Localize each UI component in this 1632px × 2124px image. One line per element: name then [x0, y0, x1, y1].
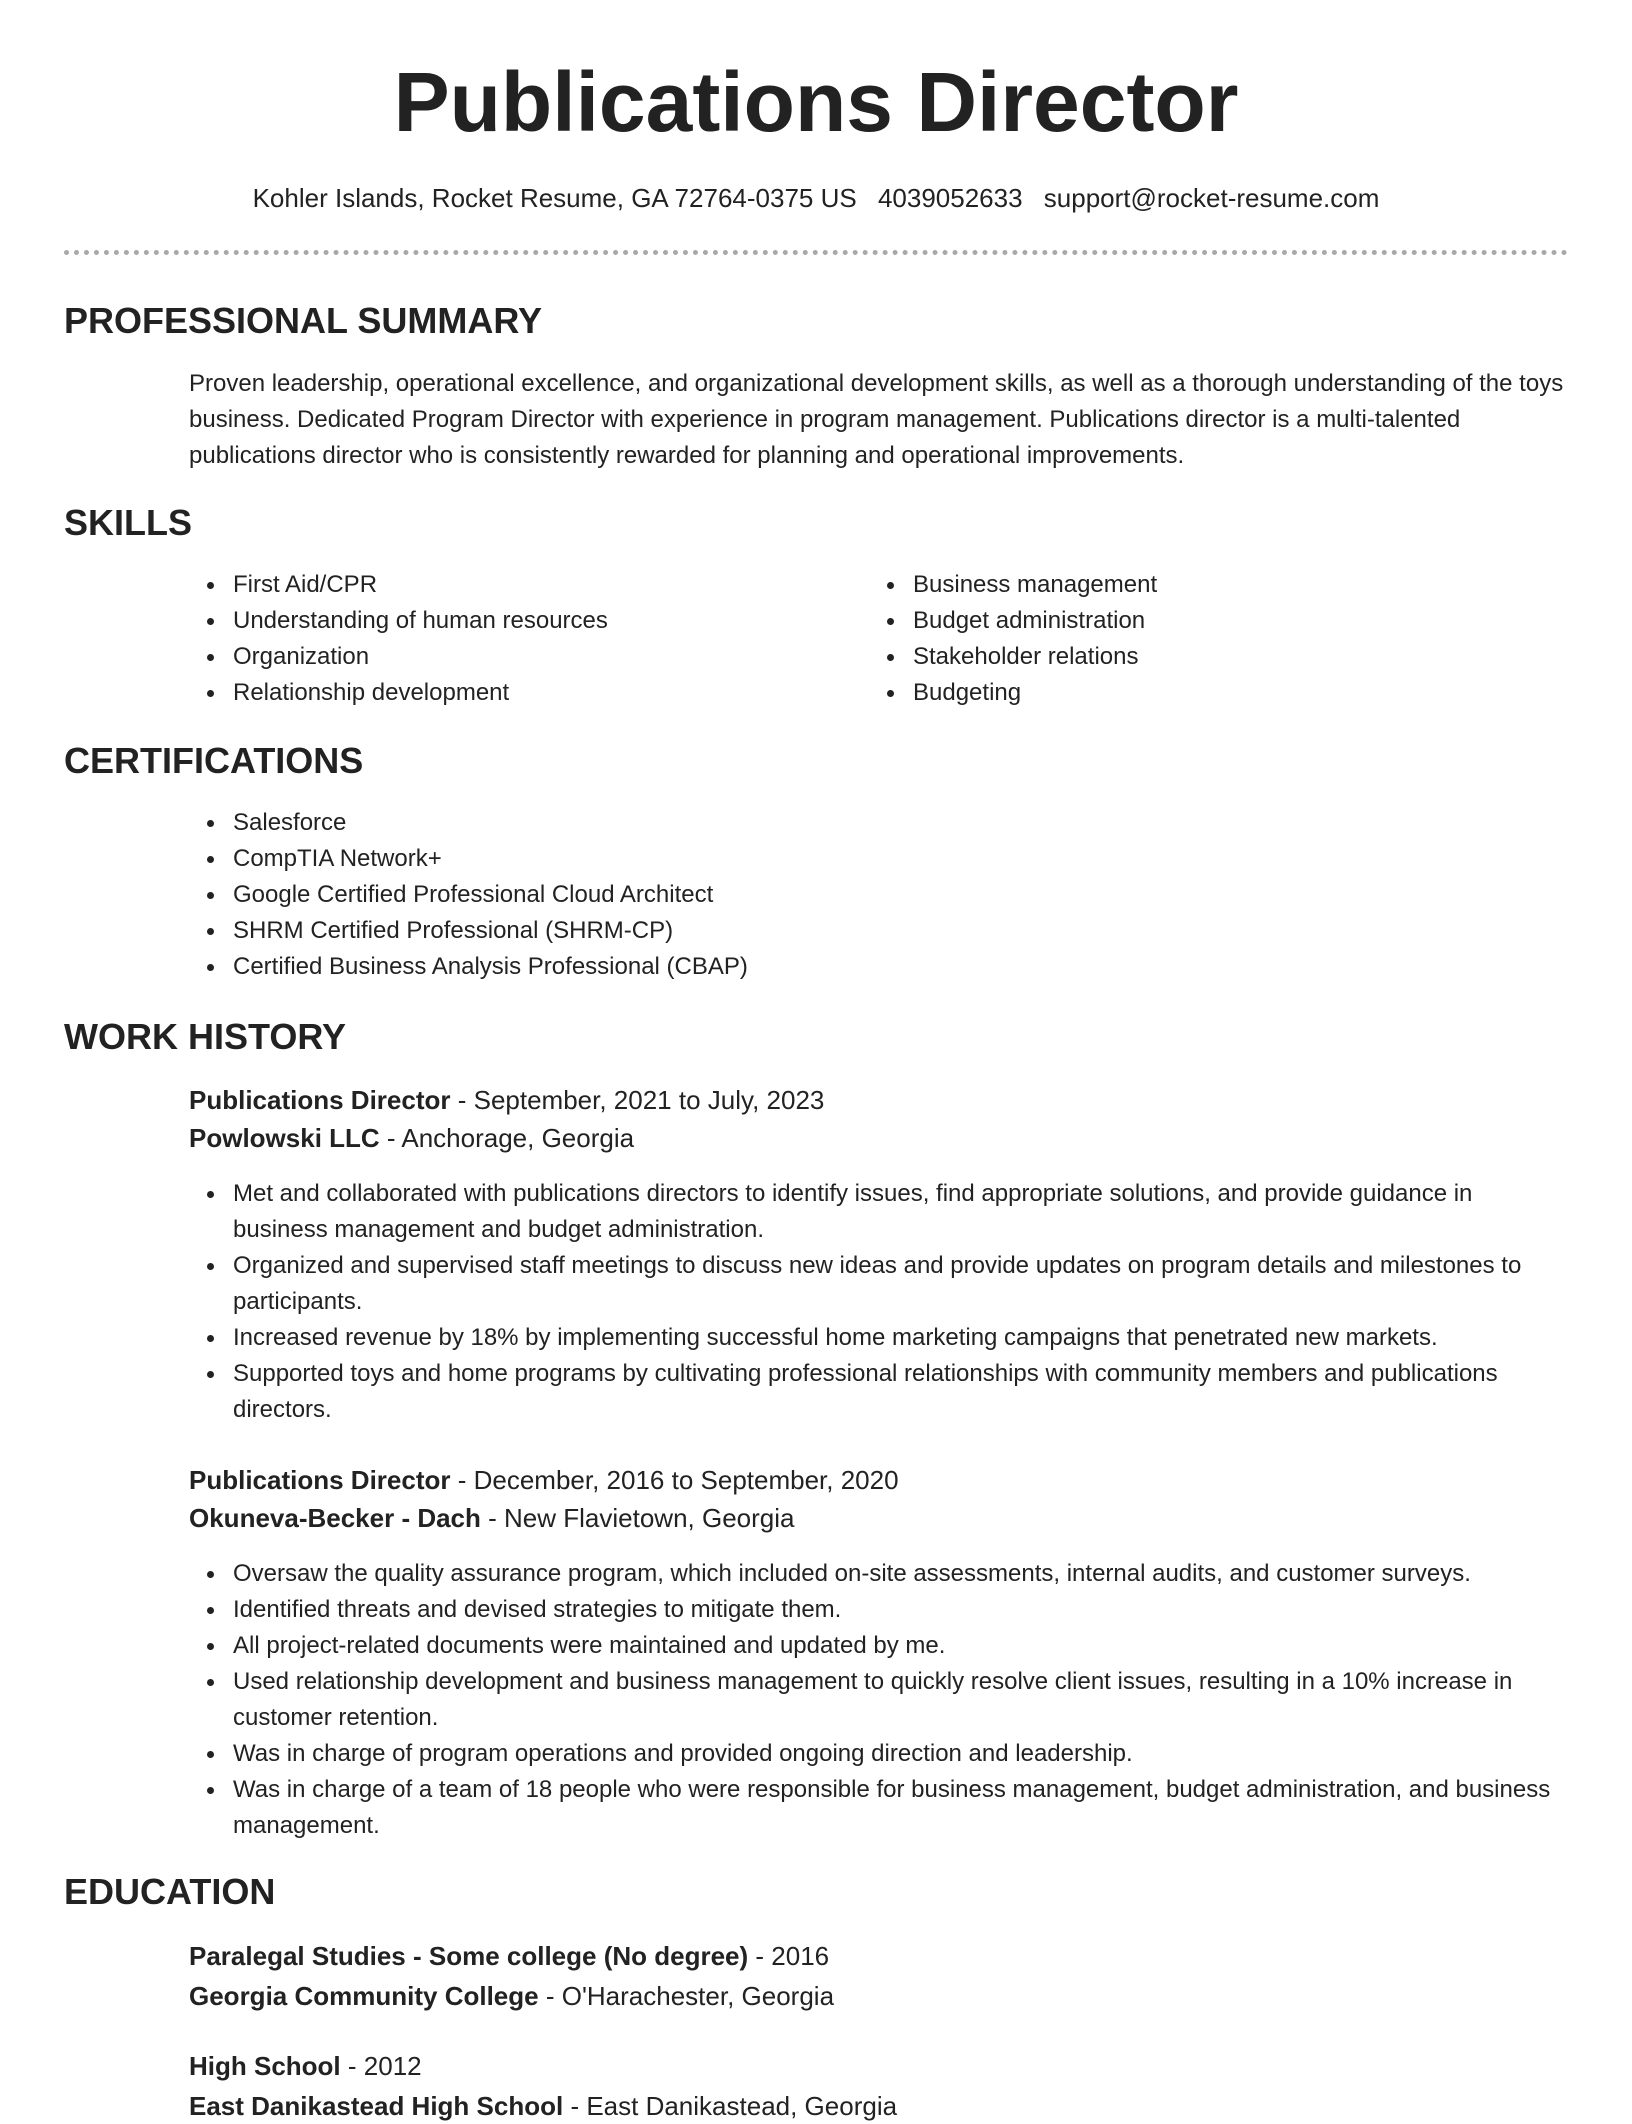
- certifications-heading: CERTIFICATIONS: [64, 740, 364, 781]
- job-bullet: Increased revenue by 18% by implementing successful home marketing campaigns that penetrated new markets.: [233, 1320, 1573, 1356]
- job-dates: - December, 2016 to September, 2020: [450, 1465, 899, 1495]
- certification-item: Salesforce: [233, 805, 1533, 841]
- education-degree-line: [189, 2048, 422, 2084]
- job-location: - Anchorage, Georgia: [379, 1123, 635, 1153]
- contact-phone: 4039052633: [877, 183, 1023, 213]
- job-bullet: Identified threats and devised strategies to mitigate them.: [233, 1592, 1573, 1628]
- contact-line: [0, 180, 1632, 216]
- job-company-line: [189, 1500, 794, 1536]
- education-year: - 2016: [748, 1941, 830, 1971]
- education-heading: EDUCATION: [64, 1871, 276, 1912]
- certification-item: Google Certified Professional Cloud Architect: [233, 877, 1533, 913]
- education-degree-line: [189, 1938, 829, 1974]
- skill-item: Relationship development: [233, 675, 833, 711]
- skills-list-left: [233, 567, 833, 711]
- education-school: Georgia Community College: [189, 1981, 539, 2011]
- contact-address: Kohler Islands, Rocket Resume, GA 72764-0375 US: [252, 183, 857, 213]
- job-bullet: Was in charge of program operations and provided ongoing direction and leadership.: [233, 1736, 1573, 1772]
- summary-text: Proven leadership, operational excellence, and organizational development skills, as well as a thorough understanding of the toys business. Dedicated Program Director with experience in program management. Publications director is a multi-talented publications director who is consistently rewarded for planning and operational improvements.: [189, 370, 1564, 469]
- job-bullets: [233, 1556, 1573, 1844]
- skill-item: First Aid/CPR: [233, 567, 833, 603]
- job-title: Publications Director: [189, 1465, 451, 1495]
- contact-email: support@rocket-resume.com: [1043, 183, 1380, 213]
- job-company-line: [189, 1120, 634, 1156]
- job-company: Powlowski LLC: [189, 1123, 380, 1153]
- education-school-line: [189, 2088, 897, 2124]
- education-degree: Paralegal Studies - Some college (No degree): [189, 1941, 749, 1971]
- certifications-list: [233, 805, 1533, 985]
- job-bullet: Was in charge of a team of 18 people who were responsible for business management, budget administration, and business management.: [233, 1772, 1573, 1844]
- skill-item: Budget administration: [913, 603, 1513, 639]
- skill-item: Stakeholder relations: [913, 639, 1513, 675]
- skills-list-right: [913, 567, 1513, 711]
- summary-heading: PROFESSIONAL SUMMARY: [64, 300, 543, 341]
- job-dates: - September, 2021 to July, 2023: [450, 1085, 825, 1115]
- education-school-line: [189, 1978, 834, 2014]
- job-location: - New Flavietown, Georgia: [480, 1503, 795, 1533]
- skills-heading: SKILLS: [64, 502, 193, 543]
- resume-name: Publications Director: [393, 55, 1239, 149]
- skill-item: Understanding of human resources: [233, 603, 833, 639]
- job-title-line: [189, 1082, 824, 1118]
- job-bullet: Oversaw the quality assurance program, which included on-site assessments, internal audits, and customer surveys.: [233, 1556, 1573, 1592]
- work-history-heading: WORK HISTORY: [64, 1016, 347, 1057]
- certification-item: CompTIA Network+: [233, 841, 1533, 877]
- job-company: Okuneva-Becker - Dach: [189, 1503, 481, 1533]
- job-title-line: [189, 1462, 899, 1498]
- skill-item: Budgeting: [913, 675, 1513, 711]
- certification-item: SHRM Certified Professional (SHRM-CP): [233, 913, 1533, 949]
- job-bullets: [233, 1176, 1573, 1428]
- certification-item: Certified Business Analysis Professional (CBAP): [233, 949, 1533, 985]
- education-degree: High School: [189, 2051, 341, 2081]
- education-location: - O'Harachester, Georgia: [538, 1981, 835, 2011]
- job-bullet: Met and collaborated with publications directors to identify issues, find appropriate solutions, and provide guidance in business management and budget administration.: [233, 1176, 1573, 1248]
- skill-item: Organization: [233, 639, 833, 675]
- header-divider: [64, 250, 1568, 255]
- job-bullet: Organized and supervised staff meetings to discuss new ideas and provide updates on program details and milestones to participants.: [233, 1248, 1573, 1320]
- job-bullet: Used relationship development and business management to quickly resolve client issues, resulting in a 10% increase in customer retention.: [233, 1664, 1573, 1736]
- education-school: East Danikastead High School: [189, 2091, 564, 2121]
- skill-item: Business management: [913, 567, 1513, 603]
- job-bullet: Supported toys and home programs by cultivating professional relationships with community members and publications directors.: [233, 1356, 1573, 1428]
- job-title: Publications Director: [189, 1085, 451, 1115]
- education-year: - 2012: [340, 2051, 422, 2081]
- education-location: - East Danikastead, Georgia: [563, 2091, 898, 2121]
- job-bullet: All project-related documents were maintained and updated by me.: [233, 1628, 1573, 1664]
